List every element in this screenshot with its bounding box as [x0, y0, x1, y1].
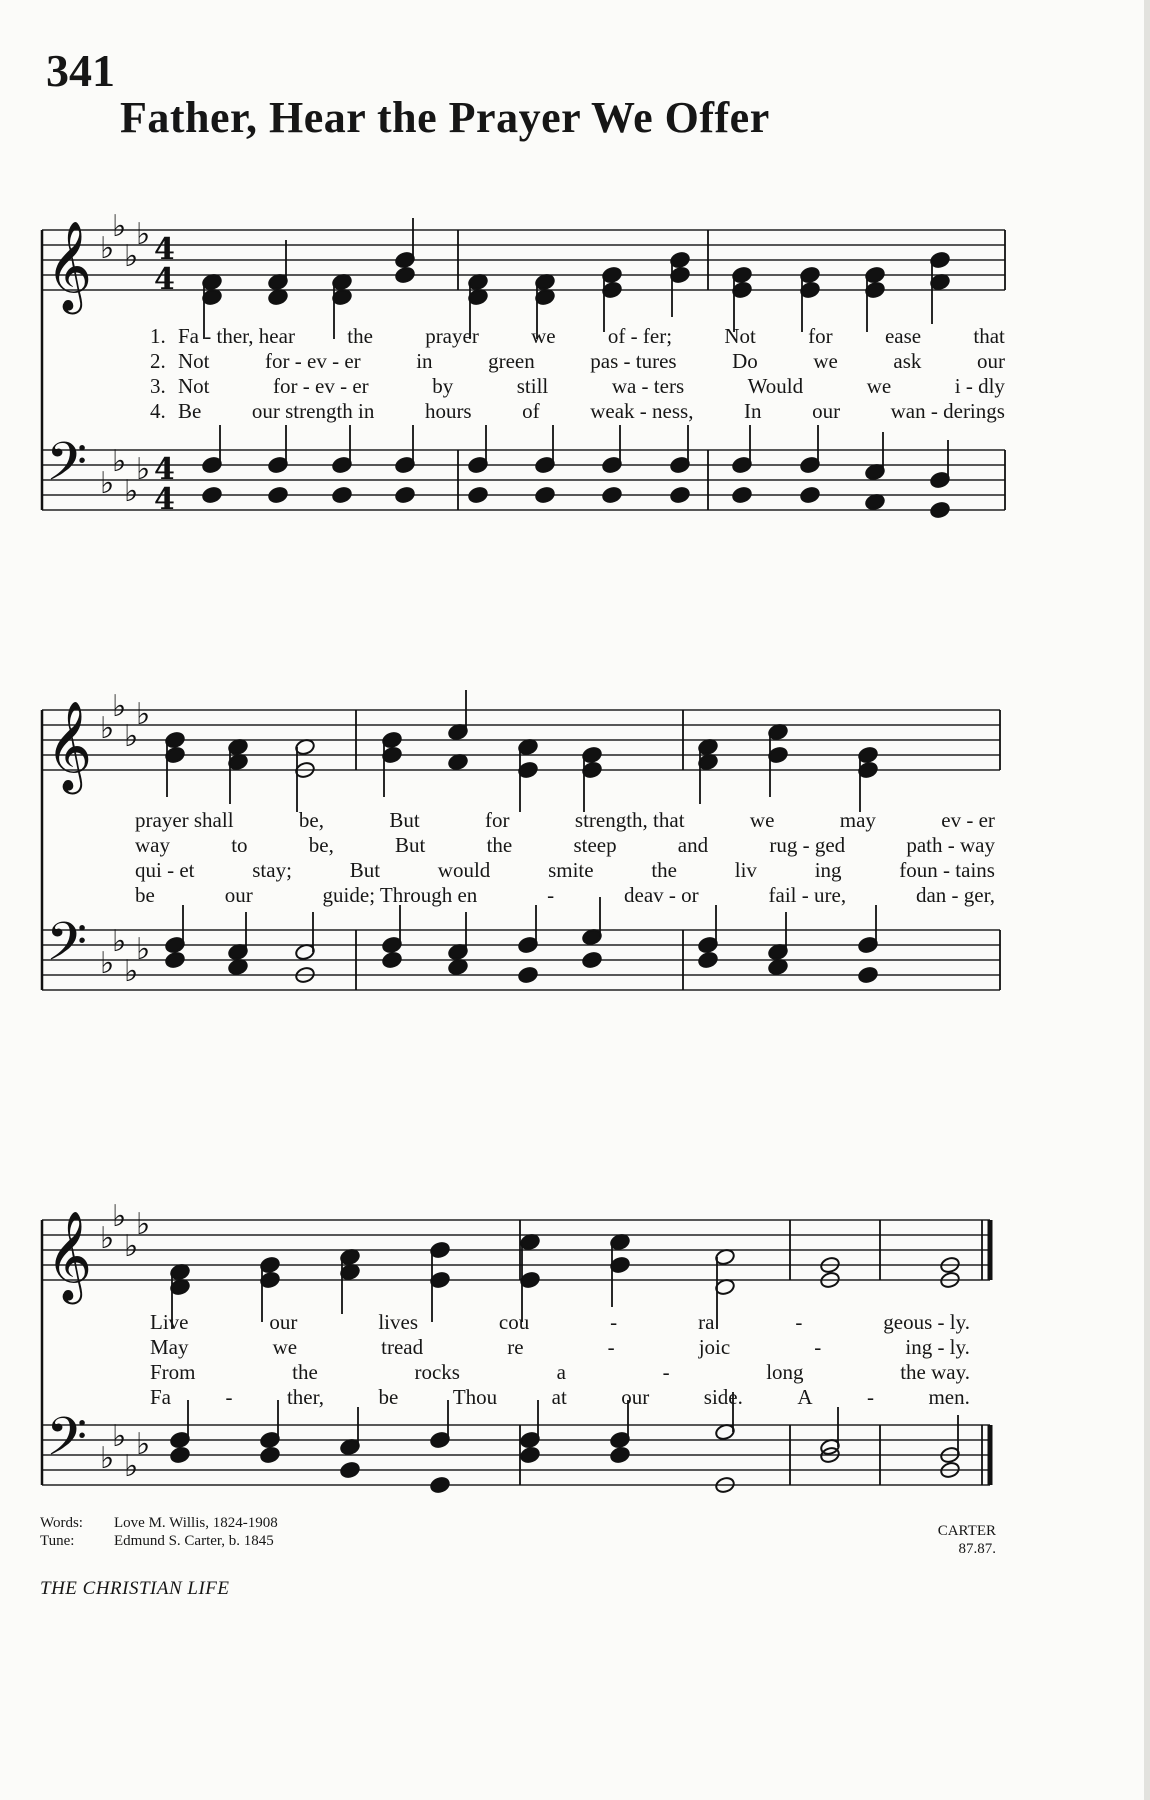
lyric-syllable: fail - ure,: [768, 883, 847, 907]
lyric-syllable: for - ev - er: [273, 374, 369, 398]
lyric-syllable: ask: [893, 349, 922, 373]
note-head: [519, 1446, 540, 1464]
lyric-syllable: -: [795, 1310, 803, 1334]
lyric-syllable: our: [224, 883, 253, 907]
section-heading: THE CHRISTIAN LIFE: [40, 1578, 230, 1599]
bass-clef-icon: 𝄢: [46, 1407, 88, 1481]
lyric-syllable: side.: [703, 1385, 743, 1409]
lyrics-system-2: [135, 808, 995, 908]
credits: [40, 1514, 278, 1550]
tune-composer: Edmund S. Carter, b. 1845: [114, 1533, 274, 1549]
lyric-syllable: rocks: [414, 1360, 460, 1384]
note-head: [201, 486, 222, 504]
lyric-line: [150, 1385, 970, 1410]
lyric-line: [135, 858, 995, 883]
lyric-syllable: But: [389, 808, 420, 832]
bass-clef-icon: 𝄢: [46, 912, 88, 986]
lyric-syllable: of: [522, 399, 540, 423]
words-label: Words:: [40, 1515, 83, 1531]
lyric-syllable: in: [416, 349, 433, 373]
key-flat-icon: ♭: [136, 1427, 151, 1462]
note-head: [164, 951, 185, 969]
lyric-syllable: green: [488, 349, 535, 373]
lyrics-system-3: [150, 1310, 970, 1410]
lyric-line: [135, 833, 995, 858]
lyric-syllable: Not: [178, 349, 210, 373]
lyric-syllable: ing: [814, 858, 842, 882]
lyric-syllable: ther,: [286, 1385, 325, 1409]
lyric-syllable: In: [744, 399, 762, 423]
words-credit: [40, 1514, 278, 1532]
lyrics-system-1: [150, 324, 1005, 424]
lyric-line: [150, 1335, 970, 1360]
key-flat-icon: ♭: [136, 1207, 151, 1242]
lyric-syllable: dan - ger,: [915, 883, 995, 907]
time-signature-top: 4: [154, 232, 175, 267]
hymn-title: Father, Hear the Prayer We Offer: [120, 93, 770, 142]
lyric-syllable: guide; Through en: [322, 883, 478, 907]
lyric-syllable: Not: [724, 324, 756, 348]
lyric-syllable: But: [395, 833, 426, 857]
lyric-syllable: we: [813, 349, 838, 373]
lyric-syllable: Not: [178, 374, 210, 398]
lyric-syllable: way: [135, 833, 170, 857]
key-flat-icon: ♭: [136, 217, 151, 252]
lyric-line: [150, 324, 1005, 349]
time-signature-bottom: 4: [154, 262, 175, 297]
lyric-syllable: we: [866, 374, 892, 398]
note-head: [669, 486, 690, 504]
note-head: [534, 486, 555, 504]
note-head: [394, 486, 415, 504]
lyric-syllable: ing - ly.: [905, 1335, 970, 1359]
key-flat-icon: ♭: [124, 474, 139, 509]
key-flat-icon: ♭: [100, 711, 115, 746]
key-flat-icon: ♭: [100, 466, 115, 501]
lyric-syllable: -: [547, 883, 555, 907]
treble-clef-icon: 𝄞: [46, 701, 93, 791]
lyric-syllable: Do: [732, 349, 758, 373]
lyric-syllable: a: [556, 1360, 566, 1384]
lyric-line: [150, 349, 1005, 374]
lyric-syllable: be: [378, 1385, 399, 1409]
lyric-syllable: liv: [734, 858, 757, 882]
lyric-syllable: steep: [573, 833, 617, 857]
lyric-syllable: our: [812, 399, 841, 423]
lyric-syllable: lives: [378, 1310, 418, 1334]
bass-clef-icon: 𝄢: [46, 432, 88, 506]
note-head: [394, 266, 415, 284]
tune-credit: [40, 1532, 278, 1550]
key-flat-icon: ♭: [124, 954, 139, 989]
time-signature-top: 4: [154, 452, 175, 487]
note-head: [381, 951, 402, 969]
lyric-syllable: -: [610, 1310, 618, 1334]
lyric-syllable: prayer shall: [135, 808, 234, 832]
lyric-syllable: cou: [498, 1310, 530, 1334]
lyric-syllable: wa - ters: [611, 374, 685, 398]
key-flat-icon: ♭: [112, 689, 127, 724]
lyric-syllable: Live: [150, 1310, 189, 1334]
lyric-syllable: would: [437, 858, 491, 882]
lyric-syllable: Be: [178, 399, 202, 423]
key-flat-icon: ♭: [112, 444, 127, 479]
lyric-syllable: -: [225, 1385, 233, 1409]
lyric-syllable: smite: [548, 858, 594, 882]
lyric-line: [150, 1310, 970, 1335]
lyric-syllable: Fa: [150, 1385, 171, 1409]
lyric-syllable: weak - ness,: [590, 399, 694, 423]
lyric-syllable: our: [976, 349, 1005, 373]
lyric-syllable: we: [749, 808, 775, 832]
lyric-syllable: our: [269, 1310, 298, 1334]
note-head: [601, 486, 622, 504]
key-flat-icon: ♭: [136, 932, 151, 967]
page-edge-shadow: [1144, 0, 1150, 1800]
tune-label: Tune:: [40, 1533, 75, 1549]
key-flat-icon: ♭: [112, 209, 127, 244]
note-head: [339, 1461, 360, 1479]
lyric-syllable: for - ev - er: [265, 349, 361, 373]
key-flat-icon: ♭: [124, 1229, 139, 1264]
lyric-syllable: by: [432, 374, 454, 398]
lyric-syllable: -: [662, 1360, 670, 1384]
lyric-syllable: the: [292, 1360, 318, 1384]
note-head: [429, 1476, 450, 1494]
lyric-line: [150, 1360, 970, 1385]
lyric-syllable: From: [150, 1360, 196, 1384]
lyric-syllable: and: [677, 833, 709, 857]
lyric-line: [150, 374, 1005, 399]
treble-clef-icon: 𝄞: [46, 221, 93, 311]
verse-number: 4.: [150, 399, 166, 423]
lyric-syllable: tread: [381, 1335, 424, 1359]
lyric-syllable: ev - er: [941, 808, 995, 832]
lyric-syllable: our strength in: [251, 399, 375, 423]
lyric-syllable: pas - tures: [590, 349, 677, 373]
lyric-syllable: be: [135, 883, 155, 907]
lyric-syllable: foun - tains: [899, 858, 995, 882]
lyric-syllable: the: [347, 324, 373, 348]
lyric-syllable: be,: [298, 808, 324, 832]
key-flat-icon: ♭: [100, 1221, 115, 1256]
note-head: [581, 951, 602, 969]
lyric-syllable: wan - derings: [890, 399, 1005, 423]
lyric-syllable: deav - or: [624, 883, 699, 907]
lyric-syllable: -: [607, 1335, 615, 1359]
time-signature-bottom: 4: [154, 482, 175, 517]
lyric-syllable: the: [486, 833, 513, 857]
lyric-syllable: men.: [928, 1385, 970, 1409]
lyric-syllable: qui - et: [135, 858, 195, 882]
key-flat-icon: ♭: [124, 1449, 139, 1484]
lyric-syllable: -: [866, 1385, 874, 1409]
treble-clef-icon: 𝄞: [46, 1211, 93, 1301]
lyric-syllable: joic: [698, 1335, 731, 1359]
lyric-syllable: ra: [698, 1310, 715, 1334]
note-head: [857, 966, 878, 984]
note-head: [331, 486, 352, 504]
lyric-line: [150, 399, 1005, 424]
lyric-syllable: that: [973, 324, 1005, 348]
note-head: [697, 951, 718, 969]
key-flat-icon: ♭: [124, 239, 139, 274]
tune-info: [938, 1522, 996, 1558]
lyric-syllable: rug - ged: [769, 833, 846, 857]
lyric-syllable: may: [839, 808, 876, 832]
lyric-syllable: of - fer;: [607, 324, 673, 348]
lyric-syllable: stay;: [252, 858, 292, 882]
lyric-syllable: we: [272, 1335, 298, 1359]
note-head: [467, 486, 488, 504]
lyric-syllable: we: [531, 324, 556, 348]
note-head: [517, 966, 538, 984]
lyric-syllable: re: [507, 1335, 524, 1359]
lyric-syllable: A: [797, 1385, 813, 1409]
key-flat-icon: ♭: [100, 1441, 115, 1476]
lyric-syllable: ease: [884, 324, 922, 348]
note-head: [259, 1446, 280, 1464]
note-head: [169, 1446, 190, 1464]
lyric-syllable: Fa - ther, hear: [178, 324, 295, 348]
lyric-syllable: our: [621, 1385, 650, 1409]
lyric-line: [135, 808, 995, 833]
lyric-line: [135, 883, 995, 908]
lyric-syllable: for: [485, 808, 510, 832]
hymn-number: 341: [46, 45, 115, 96]
verse-number: 1.: [150, 324, 166, 348]
key-flat-icon: ♭: [100, 946, 115, 981]
words-author: Love M. Willis, 1824-1908: [114, 1515, 278, 1531]
lyric-syllable: prayer: [425, 324, 479, 348]
lyric-syllable: geous - ly.: [883, 1310, 970, 1334]
lyric-syllable: Thou: [452, 1385, 498, 1409]
lyric-syllable: the way.: [900, 1360, 970, 1384]
lyric-syllable: May: [150, 1335, 189, 1359]
lyric-syllable: for: [808, 324, 833, 348]
note-head: [609, 1446, 630, 1464]
meter: 87.87.: [958, 1541, 996, 1557]
key-flat-icon: ♭: [136, 452, 151, 487]
verse-number: 3.: [150, 374, 166, 398]
lyric-syllable: hours: [424, 399, 472, 423]
key-flat-icon: ♭: [112, 1199, 127, 1234]
verse-number: 2.: [150, 349, 166, 373]
lyric-syllable: Would: [747, 374, 804, 398]
note-head: [799, 486, 820, 504]
lyric-syllable: still: [516, 374, 549, 398]
lyric-syllable: -: [814, 1335, 822, 1359]
lyric-syllable: strength, that: [574, 808, 685, 832]
tune-name: CARTER: [937, 1523, 996, 1539]
lyric-syllable: long: [766, 1360, 804, 1384]
note-head: [929, 501, 950, 519]
lyric-syllable: path - way: [906, 833, 995, 857]
note-head: [731, 486, 752, 504]
key-flat-icon: ♭: [124, 719, 139, 754]
key-flat-icon: ♭: [136, 697, 151, 732]
lyric-syllable: the: [651, 858, 677, 882]
key-flat-icon: ♭: [112, 924, 127, 959]
lyric-syllable: be,: [308, 833, 334, 857]
lyric-syllable: at: [551, 1385, 567, 1409]
key-flat-icon: ♭: [100, 231, 115, 266]
lyric-syllable: to: [231, 833, 248, 857]
key-flat-icon: ♭: [112, 1419, 127, 1454]
note-head: [267, 486, 288, 504]
lyric-syllable: But: [349, 858, 381, 882]
lyric-syllable: i - dly: [954, 374, 1005, 398]
